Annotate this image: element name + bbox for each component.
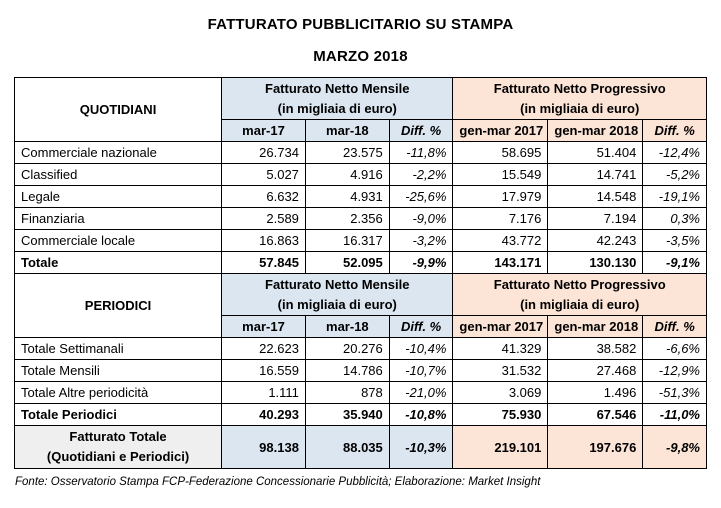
value-genmar2017: 17.979 <box>453 186 548 208</box>
value-genmar2018: 27.468 <box>548 360 643 382</box>
value-genmar2018: 67.546 <box>548 404 643 426</box>
diff-progressive: -6,6% <box>643 338 707 360</box>
value-mar17: 40.293 <box>222 404 306 426</box>
value-genmar2017: 41.329 <box>453 338 548 360</box>
value-mar17: 57.845 <box>222 252 306 274</box>
page-subtitle: MARZO 2018 <box>313 48 408 65</box>
diff-monthly: -10,4% <box>389 338 453 360</box>
diff-progressive: -19,1% <box>643 186 707 208</box>
grand-total-label-line1: Fatturato Totale <box>69 429 167 444</box>
row-label: Classified <box>15 164 222 186</box>
value-genmar2017: 219.101 <box>453 426 548 469</box>
grand-total-row <box>15 426 707 469</box>
table-row <box>15 360 707 382</box>
progressive-header-sub: (in migliaia di euro) <box>520 100 640 116</box>
diff-monthly: -2,2% <box>389 164 453 186</box>
value-mar17: 6.632 <box>222 186 306 208</box>
value-mar17: 98.138 <box>222 426 306 469</box>
col-header-mar18: mar-18 <box>305 316 389 338</box>
diff-monthly: -10,8% <box>389 404 453 426</box>
value-mar18: 16.317 <box>305 230 389 252</box>
value-genmar2017: 31.532 <box>453 360 548 382</box>
progressive-header-sub: (in migliaia di euro) <box>520 296 640 312</box>
value-genmar2018: 7.194 <box>548 208 643 230</box>
value-genmar2018: 38.582 <box>548 338 643 360</box>
value-genmar2017: 15.549 <box>453 164 548 186</box>
quotidiani-group-header-row <box>15 78 707 120</box>
value-mar17: 16.559 <box>222 360 306 382</box>
value-genmar2018: 14.741 <box>548 164 643 186</box>
value-mar17: 5.027 <box>222 164 306 186</box>
diff-progressive: -9,8% <box>643 426 707 469</box>
diff-progressive: -9,1% <box>643 252 707 274</box>
col-header-mar17: mar-17 <box>222 316 306 338</box>
section-label-quotidiani: QUOTIDIANI <box>15 78 222 142</box>
row-label: Totale Mensili <box>15 360 222 382</box>
table-row <box>15 164 707 186</box>
diff-monthly: -21,0% <box>389 382 453 404</box>
value-genmar2018: 130.130 <box>548 252 643 274</box>
col-header-diff-monthly: Diff. % <box>389 120 453 142</box>
value-genmar2018: 42.243 <box>548 230 643 252</box>
monthly-header-sub: (in migliaia di euro) <box>277 296 397 312</box>
diff-progressive: -51,3% <box>643 382 707 404</box>
progressive-group-header <box>453 78 707 120</box>
table-row <box>15 142 707 164</box>
periodici-group-header-row <box>15 274 707 316</box>
col-header-mar17: mar-17 <box>222 120 306 142</box>
col-header-mar18: mar-18 <box>305 120 389 142</box>
page-title: FATTURATO PUBBLICITARIO SU STAMPA <box>207 16 514 33</box>
value-mar18: 88.035 <box>305 426 389 469</box>
value-mar18: 4.916 <box>305 164 389 186</box>
progressive-header-title: Fatturato Netto Progressivo <box>493 277 666 292</box>
grand-total-label-line2: (Quotidiani e Periodici) <box>46 449 190 465</box>
diff-progressive: 0,3% <box>643 208 707 230</box>
value-genmar2017: 3.069 <box>453 382 548 404</box>
value-genmar2018: 1.496 <box>548 382 643 404</box>
row-label: Totale Settimanali <box>15 338 222 360</box>
value-mar18: 20.276 <box>305 338 389 360</box>
quotidiani-total-row <box>15 252 707 274</box>
value-mar18: 4.931 <box>305 186 389 208</box>
value-genmar2017: 75.930 <box>453 404 548 426</box>
source-note: Fonte: Osservatorio Stampa FCP-Federazione Concessionarie Pubblicità; Elaborazione: Market Insight <box>15 476 541 489</box>
value-genmar2018: 14.548 <box>548 186 643 208</box>
value-mar17: 22.623 <box>222 338 306 360</box>
value-mar17: 1.111 <box>222 382 306 404</box>
value-genmar2017: 7.176 <box>453 208 548 230</box>
table-row <box>15 338 707 360</box>
monthly-group-header <box>222 274 453 316</box>
diff-progressive: -3,5% <box>643 230 707 252</box>
diff-monthly: -25,6% <box>389 186 453 208</box>
grand-total-label <box>15 426 222 469</box>
revenue-table <box>14 77 707 469</box>
col-header-genmar2017: gen-mar 2017 <box>453 120 548 142</box>
value-mar18: 878 <box>305 382 389 404</box>
monthly-header-title: Fatturato Netto Mensile <box>265 81 410 96</box>
row-label: Finanziaria <box>15 208 222 230</box>
value-genmar2017: 43.772 <box>453 230 548 252</box>
diff-progressive: -12,4% <box>643 142 707 164</box>
value-mar18: 2.356 <box>305 208 389 230</box>
col-header-genmar2018: gen-mar 2018 <box>548 120 643 142</box>
value-mar18: 23.575 <box>305 142 389 164</box>
value-genmar2018: 197.676 <box>548 426 643 469</box>
progressive-header-title: Fatturato Netto Progressivo <box>493 81 666 96</box>
diff-progressive: -11,0% <box>643 404 707 426</box>
diff-monthly: -3,2% <box>389 230 453 252</box>
value-mar18: 35.940 <box>305 404 389 426</box>
col-header-diff-progressive: Diff. % <box>643 316 707 338</box>
value-mar18: 14.786 <box>305 360 389 382</box>
row-label: Legale <box>15 186 222 208</box>
col-header-genmar2017: gen-mar 2017 <box>453 316 548 338</box>
section-label-periodici: PERIODICI <box>15 274 222 338</box>
table-row <box>15 382 707 404</box>
value-genmar2017: 143.171 <box>453 252 548 274</box>
table-row <box>15 186 707 208</box>
row-label: Commerciale locale <box>15 230 222 252</box>
diff-monthly: -10,3% <box>389 426 453 469</box>
value-mar18: 52.095 <box>305 252 389 274</box>
progressive-group-header <box>453 274 707 316</box>
monthly-group-header <box>222 78 453 120</box>
monthly-header-title: Fatturato Netto Mensile <box>265 277 410 292</box>
value-mar17: 2.589 <box>222 208 306 230</box>
diff-monthly: -9,0% <box>389 208 453 230</box>
monthly-header-sub: (in migliaia di euro) <box>277 100 397 116</box>
table-row <box>15 230 707 252</box>
diff-progressive: -5,2% <box>643 164 707 186</box>
col-header-diff-progressive: Diff. % <box>643 120 707 142</box>
diff-monthly: -10,7% <box>389 360 453 382</box>
diff-progressive: -12,9% <box>643 360 707 382</box>
diff-monthly: -11,8% <box>389 142 453 164</box>
value-mar17: 16.863 <box>222 230 306 252</box>
row-label: Commerciale nazionale <box>15 142 222 164</box>
row-label: Totale Altre periodicità <box>15 382 222 404</box>
row-label: Totale Periodici <box>15 404 222 426</box>
col-header-diff-monthly: Diff. % <box>389 316 453 338</box>
col-header-genmar2018: gen-mar 2018 <box>548 316 643 338</box>
periodici-total-row <box>15 404 707 426</box>
diff-monthly: -9,9% <box>389 252 453 274</box>
row-label: Totale <box>15 252 222 274</box>
table-row <box>15 208 707 230</box>
value-mar17: 26.734 <box>222 142 306 164</box>
value-genmar2017: 58.695 <box>453 142 548 164</box>
value-genmar2018: 51.404 <box>548 142 643 164</box>
